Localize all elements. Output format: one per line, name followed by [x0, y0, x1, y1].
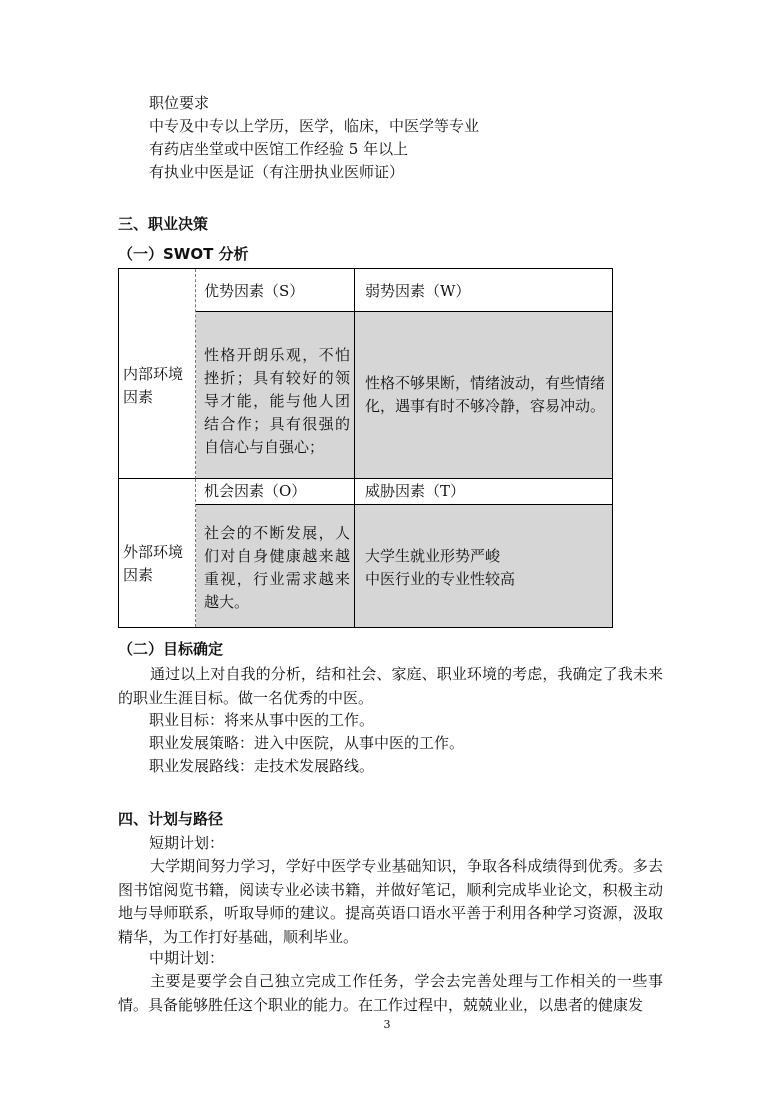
internal-factor-label: 内部环境因素 [123, 365, 184, 406]
s-header-cell [196, 269, 355, 312]
requirements-title: 职位要求 [149, 94, 210, 112]
goal-route: 职业发展路线：走技术发展路线。 [149, 757, 375, 775]
o-content-cell [196, 505, 355, 627]
o-content: 社会的不断发展，人们对自身健康越来越重视，行业需求越来越大。 [204, 524, 350, 611]
mid-plan-label: 中期计划： [149, 949, 225, 967]
s-header: 优势因素（S） [204, 282, 305, 300]
requirement-item-2: 有药店坐堂或中医馆工作经验 5 年以上 [149, 140, 409, 158]
t-content-cell [355, 505, 612, 627]
s-content: 性格开朗乐观，不怕挫折；具有较好的领导才能，能与他人团结合作；具有很强的自信心与自强心； [204, 346, 350, 456]
w-header: 弱势因素（W） [365, 282, 471, 300]
t-content-line-2: 中医行业的专业性较高 [365, 570, 516, 588]
w-content-cell [355, 312, 612, 479]
goal-target: 职业目标：将来从事中医的工作。 [149, 711, 375, 729]
goal-strategy: 职业发展策略：进入中医院，从事中医的工作。 [149, 734, 465, 752]
t-header: 威胁因素（T） [365, 482, 466, 500]
external-factor-cell [119, 479, 196, 627]
o-header-cell [196, 479, 355, 505]
s-content-cell [196, 312, 355, 479]
t-content-line-1: 大学生就业形势严峻 [365, 547, 501, 565]
o-header: 机会因素（O） [204, 482, 307, 500]
mid-plan-text: 主要是要学会自己独立完成工作任务，学会去完善处理与工作相关的一些事情。具备能够胜任这个职业的能力。在工作过程中，兢兢业业，以患者的健康发 [118, 972, 663, 1014]
goal-heading: （二）目标确定 [118, 640, 224, 658]
page-number: 3 [383, 1018, 391, 1031]
swot-table [118, 268, 613, 628]
requirement-item-3: 有执业中医是证（有注册执业医师证） [149, 163, 405, 181]
t-header-cell [355, 479, 612, 505]
swot-subheading: （一）SWOT 分析 [118, 245, 249, 263]
section3-heading: 三、职业决策 [118, 215, 209, 233]
external-factor-label: 外部环境因素 [123, 543, 184, 584]
short-plan-text: 大学期间努力学习，学好中医学专业基础知识，争取各科成绩得到优秀。多去图书馆阅览书籍，阅读专业必读书籍，并做好笔记，顺利完成毕业论文，积极主动地与导师联系，听取导师的建议。提高英语口语水平善于利用各种学习资源，汲取精华，为工作打好基础，顺利毕业。 [118, 857, 663, 946]
requirement-item-1: 中专及中专以上学历，医学，临床，中医学等专业 [149, 117, 480, 135]
goal-intro: 通过以上对自我的分析，结和社会、家庭、职业环境的考虑，我确定了我未来的职业生涯目标。做一名优秀的中医。 [118, 665, 663, 707]
w-header-cell [355, 269, 612, 312]
w-content: 性格不够果断，情绪波动，有些情绪化，遇事有时不够冷静，容易冲动。 [365, 374, 606, 415]
section4-heading: 四、计划与路径 [118, 810, 224, 828]
short-plan-label: 短期计划： [149, 834, 225, 852]
internal-factor-cell [119, 269, 196, 479]
